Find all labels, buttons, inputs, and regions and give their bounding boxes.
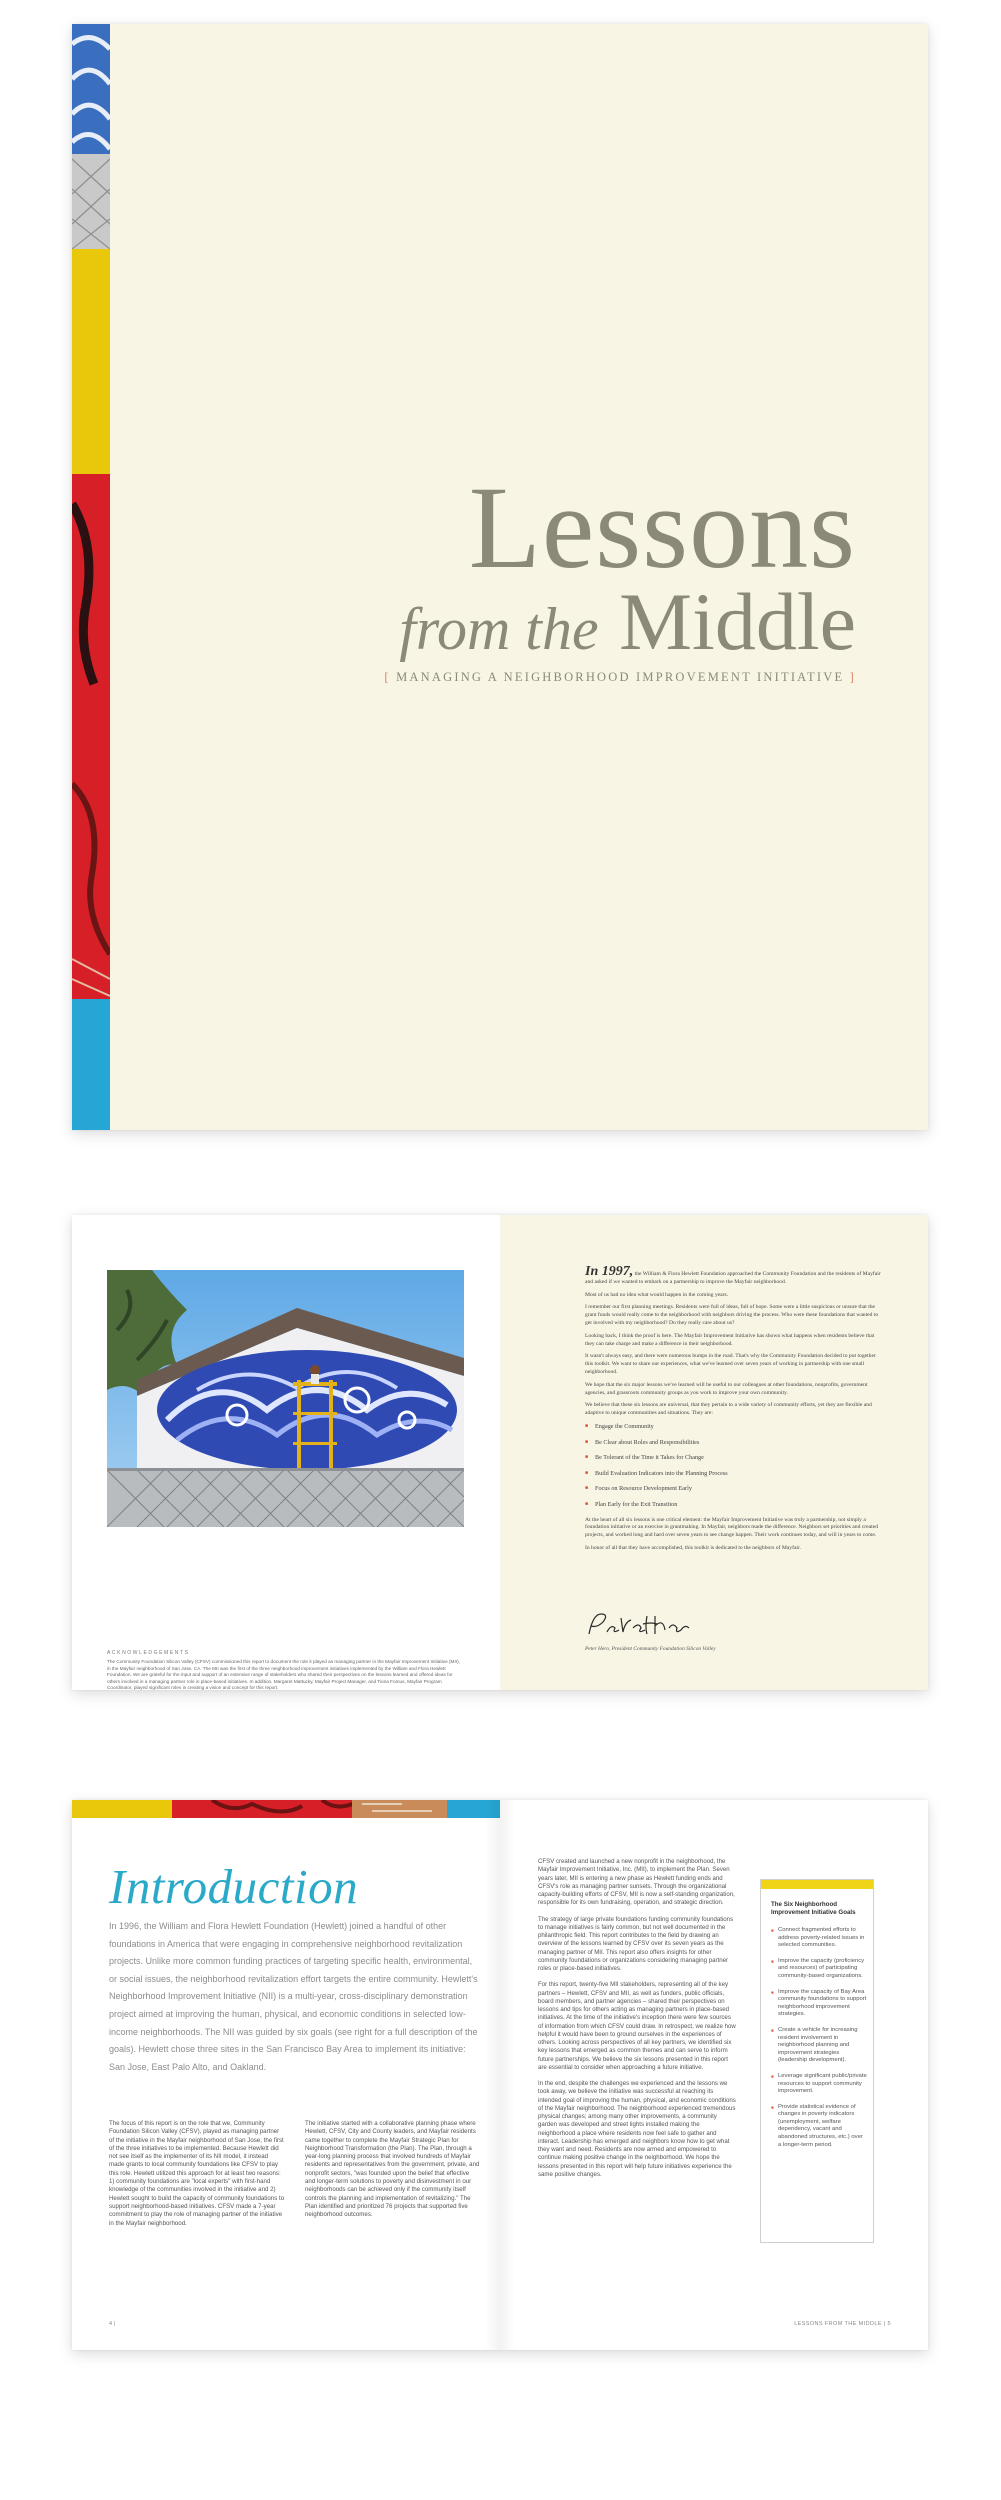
cover-title-line2 — [72, 577, 856, 674]
lesson-item: ■ Focus on Resource Development Early — [585, 1485, 885, 1492]
goal-item: ■ Create a vehicle for increasing resident involvement in neighborhood planning and improvement strategies (leadership development). — [771, 2027, 867, 2065]
letter-closing-paragraph: At the heart of all six lessons is one critical element: the Mayfair Improvement Initiative was truly a partnership, not simply a foundation initiative or an exercise in grantmaking. In Mayfair, neighbors made the difference. Neighbors set priorities and created projects, and worked long and hard over seven years to see change happen. Their work continues today, and will in years to come. — [585, 1516, 878, 1539]
cover-subtitle — [384, 670, 856, 685]
lesson-item: ■ Build Evaluation Indicators into the Planning Process — [585, 1470, 885, 1477]
introduction-lead: In 1996, the William and Flora Hewlett Foundation (Hewlett) joined a handful of other foundations in America that were engaging in comprehensive neighborhood revitalization projects. Unlike more common funding practices of targeting specific health, environmental, or social issues, the neighborhood revitalization effort targets the entire community. Hewlett's Neighborhood Improvement Initiative (NII) is a multi-year, cross-disciplinary demonstration project aimed at improving the human, physical, and economic conditions in selected low-income neighborhoods. The NII was guided by six goals (see right for a full description of the goals). Hewlett chose three sites in the San Francisco Bay Area to implement its initiative: San Jose, East Palo Alto, and Oakland. — [109, 1921, 478, 2072]
cover-title-from-the: from the — [399, 596, 599, 662]
cover-page — [72, 24, 928, 1130]
mural-photo — [107, 1270, 464, 1527]
running-footer: LESSONS FROM THE MIDDLE — [794, 2321, 882, 2327]
letter-lead — [585, 1264, 885, 1287]
cover-title-lessons: Lessons — [468, 462, 856, 593]
letter-paragraph: We hope that the six major lessons we've learned will be useful to our colleagues at other foundations, nonprofits, government agencies, and grassroots community groups as you work to improve your own community. — [585, 1381, 868, 1396]
letter-lead-year: In 1997, — [585, 1264, 634, 1279]
letter-paragraph: It wasn't always easy, and there were numerous bumps in the road. That's why the Community Foundation decided to put together this toolkit. We want to share our experiences, what we've learned over seven years of working in partnership with one small neighborhood. — [585, 1353, 876, 1375]
letter-paragraph: Most of us had no idea what would happen in the coming years. — [585, 1291, 729, 1298]
introduction-spread — [72, 1800, 928, 2350]
lessons-list — [585, 1423, 885, 1508]
cover-title — [72, 462, 856, 674]
lesson-item: ■ Be Tolerant of the Time it Takes for Change — [585, 1454, 885, 1461]
goals-list — [771, 1927, 867, 2149]
folio-left: 4 | — [109, 2321, 116, 2327]
introduction-right-column — [538, 1858, 736, 2187]
lesson-item: ■ Engage the Community — [585, 1423, 885, 1430]
introduction-paragraph: In the end, despite the challenges we experienced and the lessons we took away, we believe the initiative was successful at reaching its intended goal of improving the human, physical, and economic conditions of the Mayfair neighborhood. The neighborhood experienced tremendous physical changes; among many other improvements, a community garden was developed and street lights installed making the neighborhood a place where residents now feel safe to gather and interact. Leadership has emerged and neighbors know how to get what they want and need. Residents are now armed and empowered to continue making positive change in the neighborhood. We hope the lessons presented in this report will help future initiatives experience the same positive changes. — [538, 2080, 736, 2178]
acknowledgements-text: The Community Foundation Silicon Valley (CFSV) commissioned this report to document the role it played as managing partner in the Mayfair Improvement Initiative (MII), in the Mayfair neighborhood of San Jose, CA. The MII was the first of the three neighborhood improvement initiatives implemented by the William and Flora Hewlett Foundation. We are grateful for the input and support of an extensive range of stakeholders who shared their perspectives on the lessons learned and offered ideas for others involved in a managing partner role in place-based initiatives. In addition, Margaret Mattucky, Mayfair Project Manager, and Tiona Fomus, Mayfair Program Coordinator, played significant roles in creating a vision and concept for this report. — [107, 1659, 460, 1690]
goal-item: ■ Improve the capacity (proficiency and resources) of participating community-based organizations. — [771, 1958, 867, 1981]
page-number-left: 4 — [109, 2321, 113, 2327]
page-number-right: 5 — [887, 2321, 891, 2327]
lesson-item: ■ Be Clear about Roles and Responsibilities — [585, 1439, 885, 1446]
cover-subtitle-bracket-close: ] — [849, 670, 856, 684]
goals-sidebar-accent — [761, 1880, 873, 1889]
lesson-item: ■ Plan Early for the Exit Transition — [585, 1501, 885, 1508]
introduction-paragraph: The strategy of large private foundations funding community foundations to manage initiatives is fairly common, but not well documented in the philanthropic field. This report contributes to the field by drawing an overview of the lessons learned by CFSV over its seven years as the managing partner of MII. This report also offers insights for other community foundations or organizations considering managing partner roles or place-based initiatives. — [538, 1915, 734, 1972]
goal-item: ■ Provide statistical evidence of changes in poverty indicators (unemployment, welfare dependency, vacant and abandoned structures, etc.) over a longer-term period. — [771, 2104, 867, 2150]
cover-subtitle-text: MANAGING A NEIGHBORHOOD IMPROVEMENT INITIATIVE — [396, 670, 845, 684]
letter-spread-right-page — [500, 1215, 928, 1690]
signature-caption: Peter Hero, President Community Foundation Silicon Valley — [585, 1646, 716, 1652]
page-gutter — [485, 1800, 515, 2350]
acknowledgements-heading: ACKNOWLEDGEMENTS — [107, 1650, 190, 1656]
goal-item: ■ Improve the capacity of Bay Area community foundations to support neighborhood improvement strategies. — [771, 1989, 867, 2019]
acknowledgements — [107, 1650, 464, 1690]
letter-spread — [72, 1215, 928, 1690]
letter-paragraph: I remember our first planning meetings. Residents were full of ideas, full of hope. Some were a little suspicious or unsure that the grant funds would really come to the neighborhood with neighbors driving the process. Who were these foundations that wanted to get involved with my neighborhood? Do they really care about us? — [585, 1304, 879, 1326]
letter-lead-text: the William & Flora Hewlett Foundation approached the Community Foundation and the residents of Mayfair and asked if we wanted to embark on a partnership to improve the Mayfair neighborhood. — [585, 1271, 881, 1285]
mural-band — [72, 1800, 500, 1818]
handwritten-signature — [585, 1608, 695, 1640]
cover-title-middle: Middle — [619, 576, 856, 667]
introduction-paragraph: For this report, twenty-five MII stakeholders, representing all of the key partners – Hewlett, CFSV and MII, as well as funders, public officials, board members, and partner agencies – shared their perspectives on lessons and tips for others acting as managing partners in place-based initiatives. At the time of the initiative's inception there were few sources of information from which CFSV could draw. In retrospect, we realize how helpful it would have been to ground ourselves in the experiences of others. Looking across perspectives of all key partners, we identified six key lessons that emerged as common themes and can serve to inform future partnerships. We believe the six lessons presented in this report are essential to consider when approaching a future initiative. — [538, 1981, 736, 2071]
introduction-paragraph: CFSV created and launched a new nonprofit in the neighborhood, the Mayfair Improvement Initiative, Inc. (MII), to implement the Plan. Seven years later, MII is entering a new phase as Hewlett funding ends and CFSV's role as managing partner sunsets. Through the organizational capacity-building efforts of CFSV, MII is now a self-standing organization, responsible for its own fundraising, operation, and strategic direction. — [538, 1858, 735, 1907]
president-letter — [585, 1264, 885, 1558]
letter-paragraph: We believe that these six lessons are universal, that they pertain to a wide variety of community efforts, yet they are flexible and adaptive to unique communities and situations. They are: — [585, 1402, 872, 1417]
goals-sidebar — [760, 1879, 874, 2243]
introduction-column-2: The initiative started with a collaborative planning phase where Hewlett, CFSV, City and County leaders, and Mayfair residents came together to complete the Mayfair Strategic Plan for Neighborhood Transformation (the Plan). The Plan, through a year-long planning process that involved hundreds of Mayfair residents and representatives from the government, private, and nonprofit sectors, "was founded upon the belief that effective and longer-term solutions to poverty and disinvestment in our neighborhoods can be achieved only if the community itself controls the planning and implementation of revitalizing." The Plan identified and prioritized 76 projects that supported five neighborhood outcomes. — [305, 2120, 480, 2219]
folio-right: LESSONS FROM THE MIDDLE | 5 — [794, 2321, 891, 2327]
goal-item: ■ Leverage significant public/private resources to support community improvement. — [771, 2073, 867, 2096]
letter-spread-left-page — [72, 1215, 500, 1690]
cover-subtitle-bracket-open: [ — [384, 670, 391, 684]
letter-closing-paragraph: In honor of all that they have accomplished, this toolkit is dedicated to the neighbors of Mayfair. — [585, 1544, 801, 1551]
introduction-title: Introduction — [109, 1859, 359, 1914]
letter-paragraph: Looking back, I think the proof is here. The Mayfair Improvement Initiative has shown what happens when residents believe that they can take charge and make a difference in their neighborhood. — [585, 1332, 875, 1347]
introduction-column-1: The focus of this report is on the role that we, Community Foundation Silicon Valley (CFSV), played as managing partner of the initiative in the Mayfair neighborhood of San Jose, the first of the three initiatives to be implemented. Because Hewlett did not see itself as the implementer of its NII model, it instead made grants to local community foundations like CFSV to play this role. Hewlett utilized this approach for at least two reasons: 1) community foundations are "local experts" with first-hand knowledge of the communities involved in the initiative and 2) Hewlett sought to build the capacity of community foundations to support neighborhood-based initiatives. CFSV made a 7-year commitment to play the role of managing partner of the initiative in the Mayfair neighborhood. — [109, 2120, 285, 2227]
goals-heading: The Six Neighborhood Improvement Initiative Goals — [771, 1901, 856, 1916]
goal-item: ■ Connect fragmented efforts to address poverty-related issues in selected communities. — [771, 1927, 867, 1950]
